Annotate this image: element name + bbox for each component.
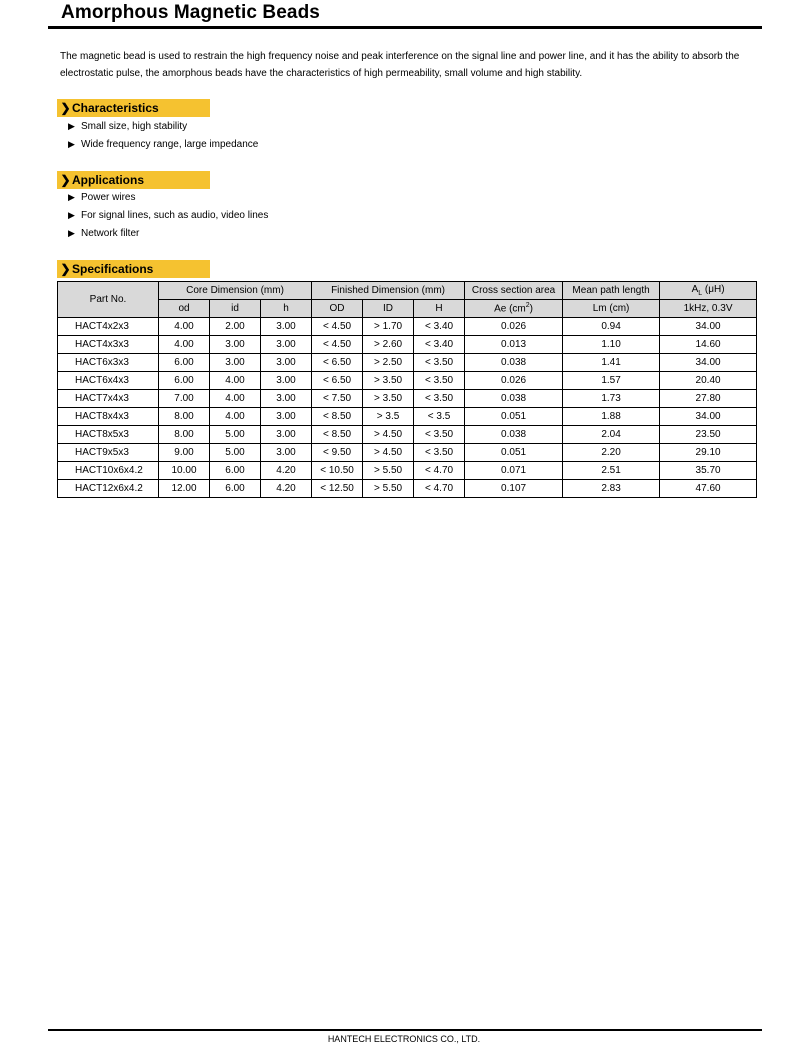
cell-al: 34.00 [660,408,757,426]
cell-finished-h: < 4.70 [414,462,465,480]
table-row [58,444,757,462]
cell-core-h: 3.00 [261,408,312,426]
cell-core-h: 3.00 [261,318,312,336]
cell-part-no: HACT8x4x3 [58,408,159,426]
cell-core-id: 5.00 [210,444,261,462]
header-ae: Ae $(cm^2)$ [465,300,563,318]
cell-finished-h: < 3.50 [414,426,465,444]
header-od-finished: OD [312,300,363,318]
cell-finished-id: > 2.60 [363,336,414,354]
table-row [58,480,757,498]
cell-al: 34.00 [660,318,757,336]
page-title: Amorphous Magnetic Beads [61,2,320,23]
cell-core-od: 9.00 [159,444,210,462]
cell-core-od: 8.00 [159,408,210,426]
cell-core-id: 3.00 [210,354,261,372]
cell-ae: 0.038 [465,426,563,444]
cell-ae: 0.038 [465,354,563,372]
cell-lm: 1.41 [563,354,660,372]
header-finished-dimension: Finished Dimension (mm) [312,282,465,300]
cell-al: 20.40 [660,372,757,390]
specifications-table-body [58,318,757,498]
cell-ae: 0.038 [465,390,563,408]
cell-lm: 2.20 [563,444,660,462]
header-h-core: h [261,300,312,318]
header-al: $A_L$ (μH) [660,282,757,300]
characteristics-heading-label: Characteristics [72,101,159,115]
table-row [58,462,757,480]
header-lm: Lm (cm) [563,300,660,318]
table-row [58,408,757,426]
cell-part-no: HACT8x5x3 [58,426,159,444]
table-row [58,354,757,372]
cell-lm: 0.94 [563,318,660,336]
cell-finished-id: > 3.50 [363,390,414,408]
cell-finished-od: < 4.50 [312,336,363,354]
applications-heading-label: Applications [72,173,145,187]
cell-core-h: 4.20 [261,480,312,498]
footer-company: HANTECH ELECTRONICS CO., LTD. [327,1034,481,1044]
cell-ae: 0.013 [465,336,563,354]
header-h-finished: H [414,300,465,318]
cell-al: 47.60 [660,480,757,498]
cell-part-no: HACT6x3x3 [58,354,159,372]
cell-ae: 0.071 [465,462,563,480]
cell-core-id: 3.00 [210,336,261,354]
table-row [58,426,757,444]
cell-finished-od: < 8.50 [312,426,363,444]
cell-core-od: 4.00 [159,318,210,336]
header-part-no: Part No. [58,282,159,318]
cell-core-id: 6.00 [210,480,261,498]
cell-part-no: HACT4x3x3 [58,336,159,354]
cell-al: 29.10 [660,444,757,462]
header-mean-path: Mean path length [563,282,660,300]
cell-finished-h: < 3.50 [414,372,465,390]
cell-finished-id: > 4.50 [363,444,414,462]
cell-al: 27.80 [660,390,757,408]
cell-part-no: HACT9x5x3 [58,444,159,462]
table-row [58,390,757,408]
cell-finished-id: > 1.70 [363,318,414,336]
header-cross-section: Cross section area [465,282,563,300]
cell-finished-h: < 3.50 [414,390,465,408]
intro-paragraph: The magnetic bead is used to restrain the high frequency noise and peak interference on the signal line and power line, and it has the ability to absorb the electrostatic pulse, the amorphous beads have the characteristics of high permeability, small volume and high stability. [60,51,740,79]
cell-ae: 0.051 [465,444,563,462]
table-row [58,336,757,354]
chevron-right-icon: ❯ [60,173,71,187]
cell-finished-h: < 3.40 [414,318,465,336]
header-core-dimension: Core Dimension (mm) [159,282,312,300]
triangle-right-icon: ▶ [68,139,75,149]
cell-finished-h: < 3.50 [414,354,465,372]
cell-finished-id: > 5.50 [363,480,414,498]
cell-lm: 1.88 [563,408,660,426]
cell-core-id: 4.00 [210,390,261,408]
list-item: ▶ For signal lines, such as audio, video lines [68,206,268,224]
cell-part-no: HACT10x6x4.2 [58,462,159,480]
list-item: ▶ Small size, high stability [68,117,258,135]
triangle-right-icon: ▶ [68,210,75,220]
cell-finished-id: > 3.5 [363,408,414,426]
title-rule [48,26,762,29]
cell-finished-od: < 9.50 [312,444,363,462]
cell-part-no: HACT7x4x3 [58,390,159,408]
table-row [58,318,757,336]
cell-part-no: HACT4x2x3 [58,318,159,336]
cell-al: 34.00 [660,354,757,372]
header-id-core: id [210,300,261,318]
specifications-heading-label: Specifications [72,262,154,276]
list-item: ▶ Wide frequency range, large impedance [68,135,258,153]
cell-finished-od: < 10.50 [312,462,363,480]
cell-finished-h: < 3.40 [414,336,465,354]
cell-finished-od: < 7.50 [312,390,363,408]
cell-lm: 2.51 [563,462,660,480]
cell-al: 35.70 [660,462,757,480]
cell-core-id: 6.00 [210,462,261,480]
header-id-finished: ID [363,300,414,318]
applications-list [68,188,268,242]
cell-finished-id: > 2.50 [363,354,414,372]
cell-finished-od: < 12.50 [312,480,363,498]
cell-core-h: 3.00 [261,390,312,408]
list-item: ▶ Power wires [68,188,268,206]
triangle-right-icon: ▶ [68,121,75,131]
cell-core-id: 4.00 [210,372,261,390]
cell-core-h: 3.00 [261,426,312,444]
characteristics-list [68,117,258,153]
cell-ae: 0.026 [465,372,563,390]
cell-lm: 1.73 [563,390,660,408]
cell-finished-id: > 3.50 [363,372,414,390]
cell-ae: 0.051 [465,408,563,426]
cell-finished-od: < 6.50 [312,372,363,390]
cell-lm: 1.57 [563,372,660,390]
chevron-right-icon: ❯ [60,101,71,115]
cell-al: 23.50 [660,426,757,444]
cell-core-od: 7.00 [159,390,210,408]
specifications-table [57,281,757,498]
cell-al: 14.60 [660,336,757,354]
cell-finished-od: < 6.50 [312,354,363,372]
cell-core-od: 6.00 [159,372,210,390]
chevron-right-icon: ❯ [60,262,71,276]
specifications-heading [57,260,210,278]
footer-rule [48,1029,762,1031]
characteristics-heading [57,99,210,117]
cell-core-od: 6.00 [159,354,210,372]
applications-heading [57,171,210,189]
cell-core-od: 12.00 [159,480,210,498]
triangle-right-icon: ▶ [68,192,75,202]
cell-finished-h: < 3.50 [414,444,465,462]
cell-finished-od: < 4.50 [312,318,363,336]
header-al-condition: 1kHz, 0.3V [660,300,757,318]
cell-lm: 2.04 [563,426,660,444]
cell-core-od: 4.00 [159,336,210,354]
cell-lm: 1.10 [563,336,660,354]
cell-core-h: 3.00 [261,354,312,372]
cell-finished-id: > 5.50 [363,462,414,480]
cell-lm: 2.83 [563,480,660,498]
cell-finished-h: < 4.70 [414,480,465,498]
cell-part-no: HACT12x6x4.2 [58,480,159,498]
cell-core-id: 4.00 [210,408,261,426]
cell-core-h: 3.00 [261,372,312,390]
cell-finished-h: < 3.5 [414,408,465,426]
cell-ae: 0.107 [465,480,563,498]
cell-core-id: 5.00 [210,426,261,444]
cell-core-od: 10.00 [159,462,210,480]
header-od-core: od [159,300,210,318]
cell-finished-od: < 8.50 [312,408,363,426]
cell-core-id: 2.00 [210,318,261,336]
triangle-right-icon: ▶ [68,228,75,238]
list-item: ▶ Network filter [68,224,268,242]
cell-core-h: 3.00 [261,444,312,462]
cell-core-od: 8.00 [159,426,210,444]
cell-ae: 0.026 [465,318,563,336]
cell-finished-id: > 4.50 [363,426,414,444]
cell-core-h: 4.20 [261,462,312,480]
cell-part-no: HACT6x4x3 [58,372,159,390]
table-row [58,372,757,390]
cell-core-h: 3.00 [261,336,312,354]
